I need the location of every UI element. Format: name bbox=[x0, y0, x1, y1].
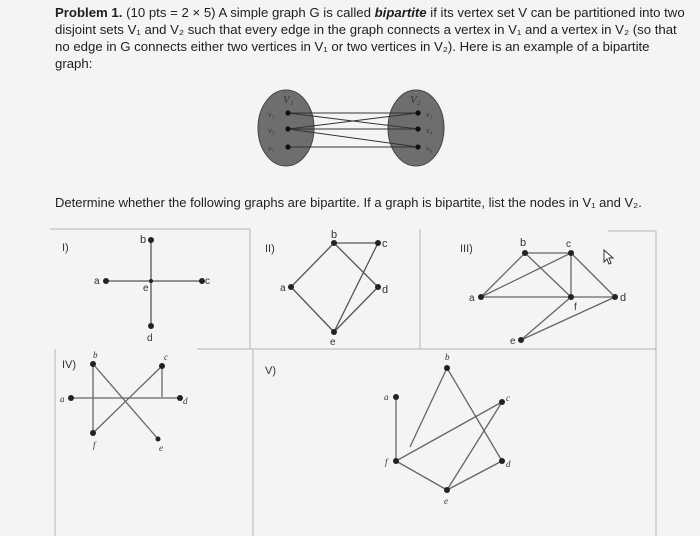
g2-node-a: a bbox=[280, 283, 286, 294]
g4-node-d: d bbox=[183, 396, 188, 406]
g5-node-f: f bbox=[385, 457, 388, 467]
g5-node-a: a bbox=[384, 392, 389, 402]
example-bipartite-graph bbox=[258, 90, 444, 166]
g2-node-e: e bbox=[330, 337, 336, 348]
g1-node-a: a bbox=[94, 276, 100, 287]
set-v1-label: V₁ bbox=[283, 94, 294, 106]
g1-node-e: e bbox=[143, 283, 149, 294]
g3-node-d: d bbox=[620, 292, 627, 304]
g1-node-d: d bbox=[147, 333, 153, 344]
g4-node-c: c bbox=[164, 352, 168, 362]
g5-node-e: e bbox=[444, 496, 448, 506]
graph-2-label: II) bbox=[265, 243, 275, 255]
g4-node-e: e bbox=[159, 443, 163, 453]
g1-node-c: c bbox=[205, 276, 210, 287]
graph-1 bbox=[62, 234, 210, 344]
g3-node-a: a bbox=[469, 293, 475, 304]
g5-node-b: b bbox=[445, 352, 450, 362]
problem-text-b: if its vertex set V can be partitioned into two disjoint sets V₁ and V₂ such that every edge in the graph connects a vertex in V₁ and a vertex in V₂ (so that no edge in G connects either two vertices in V₁ or two vertices in V₂). Here is an example of a bipartite graph: bbox=[55, 5, 685, 71]
node-v4: v₄ bbox=[426, 126, 433, 135]
graph-4 bbox=[60, 350, 188, 453]
g3-node-f: f bbox=[574, 302, 577, 313]
mouse-cursor-icon bbox=[604, 250, 613, 264]
graph-5-label: V) bbox=[265, 365, 276, 377]
g3-node-e: e bbox=[510, 336, 516, 347]
g4-node-a: a bbox=[60, 394, 65, 404]
graph-5 bbox=[265, 352, 511, 506]
g4-node-f: f bbox=[93, 440, 96, 450]
graph-1-label: I) bbox=[62, 242, 69, 254]
problem-text-a: A simple graph G is called bbox=[218, 5, 375, 20]
g2-node-b: b bbox=[331, 229, 338, 241]
g4-node-b: b bbox=[93, 350, 98, 360]
graph-3 bbox=[460, 237, 626, 347]
set-v2-label: V₂ bbox=[410, 94, 421, 106]
node-v1: v₁ bbox=[268, 110, 275, 119]
g1-node-b: b bbox=[140, 234, 147, 246]
g3-node-c: c bbox=[566, 239, 571, 250]
node-v2: v₂ bbox=[426, 110, 433, 119]
problem-heading: Problem 1. bbox=[55, 5, 123, 20]
g5-node-d: d bbox=[506, 459, 511, 469]
graph-3-label: III) bbox=[460, 243, 473, 255]
g2-node-c: c bbox=[382, 238, 388, 250]
node-v6: v₆ bbox=[426, 144, 433, 153]
g3-node-b: b bbox=[520, 237, 527, 249]
g5-node-c: c bbox=[506, 393, 510, 403]
panel-borders bbox=[50, 229, 656, 536]
node-v5: v₅ bbox=[268, 144, 275, 153]
graph-2 bbox=[265, 229, 388, 348]
graph-4-label: IV) bbox=[62, 359, 77, 371]
g2-node-d: d bbox=[382, 284, 389, 296]
node-v3: v₃ bbox=[268, 126, 275, 135]
bipartite-term: bipartite bbox=[374, 5, 427, 20]
question-prompt: Determine whether the following graphs are bipartite. If a graph is bipartite, list the nodes in V₁ and V₂. bbox=[55, 195, 642, 210]
problem-points: (10 pts = 2 × 5) bbox=[126, 5, 216, 20]
